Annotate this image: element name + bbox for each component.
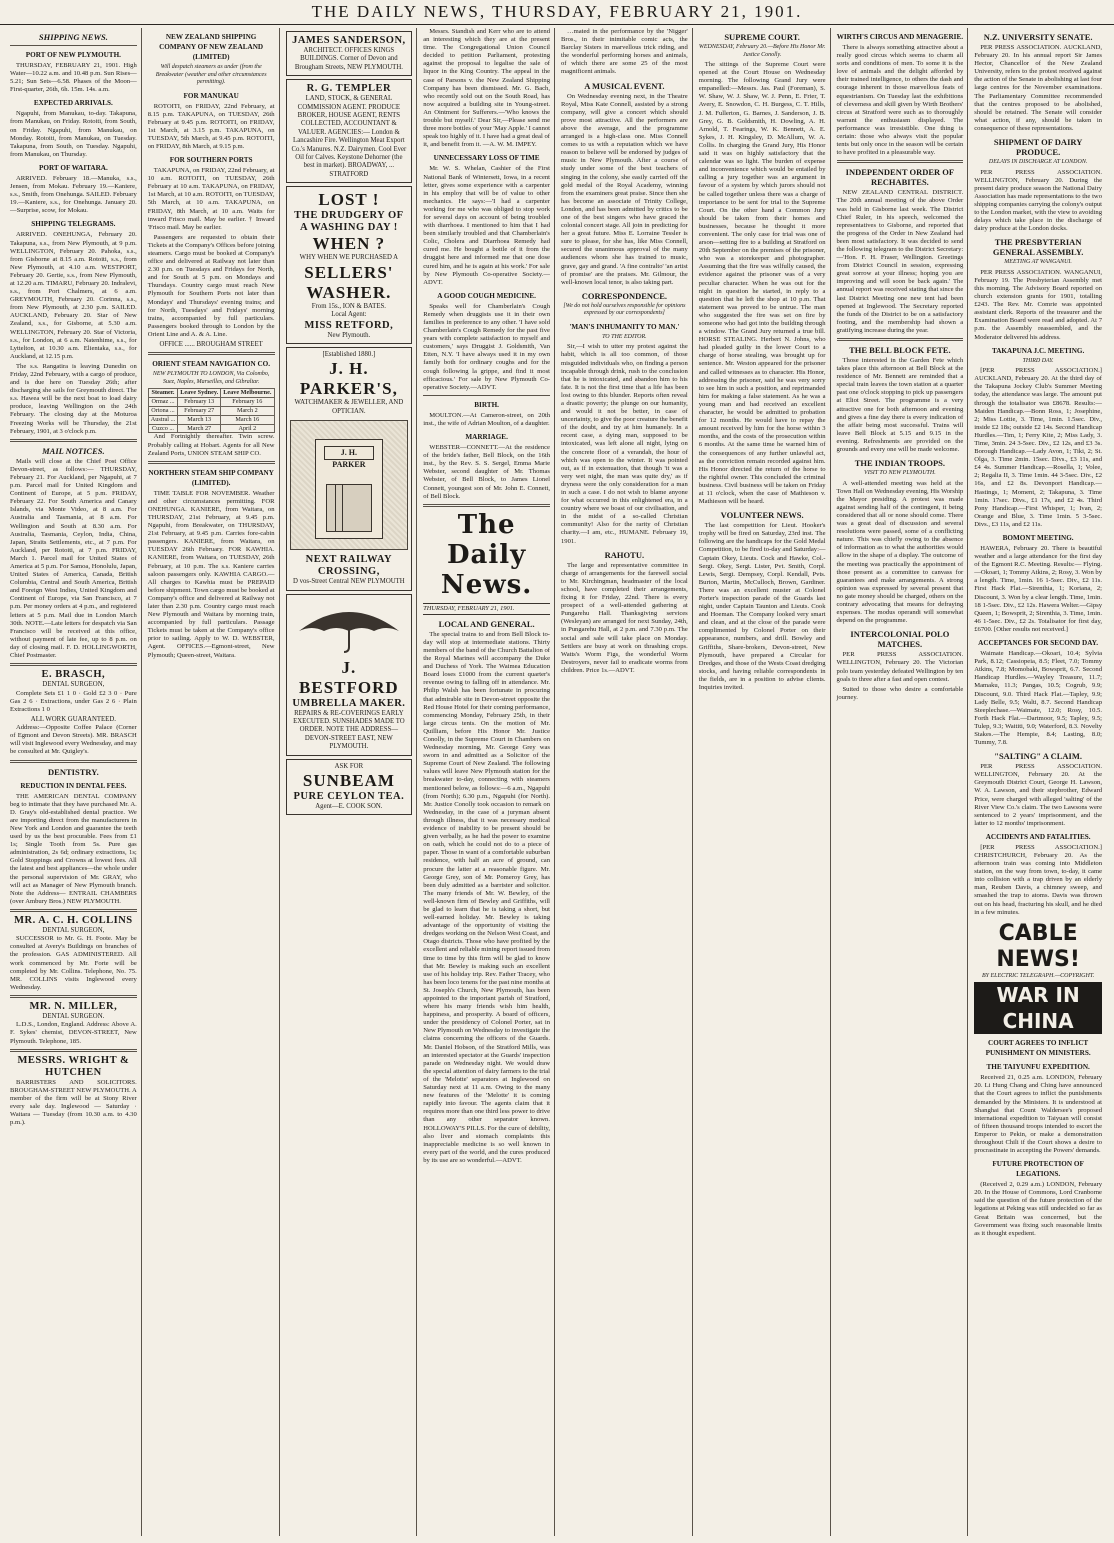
washer-title: WASHER. [306, 282, 392, 302]
table-row: Austral ... March 13 March 16 [148, 415, 274, 424]
ulcers-heading: UNNECESSARY LOSS OF TIME [433, 154, 540, 163]
shop-icon [315, 439, 384, 539]
northern-text: TIME TABLE FOR NOVEMBER. Weather and other circumstances permitting. FOR ONEHUNGA. KANIERE, from Waitara, on THURSDAY, 21st February, at 9.45 p.m. Ngapuhi, from Breakwater, on THURSDAY, 21st February, at 9.45 p.m. Carries fore-cabin passengers. KANIERE, from Waitara, on TUESDAY 26th February. FOR KAWHIA. KANIERE, from Waitara, on TUESDAY, 26th February, at 10 p.m. The s.s. Kaniere carries saloon passengers only. KAWHIA CARGO.—All charges to Kawhia must be PREPAID before shipment. Town cargo must be booked at Company's office and delivered at Railway not later than 2.30 p.m. Country cargo must reach New Plymouth and Waitara by morning train, accompanied by full particulars. Passage Tickets must be taken at the Company's office prior to sailing. Apply to W. D. WEBSTER, Agent. OFFICES.—Egmont-street, New Plymouth; Queen-street, Waitara. [147, 489, 275, 659]
parker-title: WATCHMAKER & JEWELLER, AND OPTICIAN. [294, 399, 404, 415]
miller-name: MR. N. MILLER, [29, 1000, 118, 1012]
waitara-text: ARRIVED. February 18.—Manuka, s.s., Jensen, from Mokau. February 19.—Kaniere, s.s., Smith, from Onehunga. SAILED. February 19.—Kaniere, s.s., for Onehunga. January 20.—Surprise, scow, for Mokau. [10, 174, 137, 215]
takapuna-sub: THIRD DAY. [1022, 357, 1054, 364]
dateline-date: THURSDAY, FEBRUARY 21, 1901. [423, 604, 515, 612]
orient-note: And Fortnightly thereafter. Twin screw. Probably calling at Hobart. Agents for all New Zealand Ports, UNION STEAM SHIP CO. [147, 433, 275, 457]
agent-town: New Plymouth. [327, 331, 371, 339]
sunbeam-tea: PURE CEYLON TEA. [293, 790, 405, 802]
sunbeam-ad [286, 759, 413, 816]
mail-text: Mails will close at the Chief Post Office Devon-street, as follows:— THURSDAY, February 21. For Auckland, per Ngapuhi, at 7 p.m. Parcel mail for United Kingdom and Continent of Europe, at 5 p.m. FRIDAY, February 22. For South America and Canary Islands, via Monte Video, at 8 a.m. For Australia and Tasmania, at 8 a.m. For Wellington and South at 8.30 a.m. For Australia, Tasmania, Ceylon, India, China, Japan, Straits Settlements, etc., at 7 p.m. For Auckland, per Rotoiti, at 7 p.m. FRIDAY, March 1. Parcel mail for United States of America at 5 p.m. For Samoa, Honolulu, Japan, United States of America, Canada, British Columbia, Central and South America, British and Foreign West Indies, United Kingdom and Continent of Europe, via San Francisco, at 7 p.m. Per money orders at 4 p.m., and registered letters at 5 p.m. Mail due in London March 30th. NOTE.—Late letters for despatch via San Francisco will be received at this office, without payment of late fee, up to 8 p.m. on day of closing mail. F. D. HOLLINGWORTH, Chief Postmaster. [10, 457, 137, 659]
collins-title: DENTAL SURGEON, [42, 926, 105, 934]
col5-top-text: …mated in the performance by the 'Nigger' Bros., in their inimitable comic acts, the Barclay Sisters in marvellous trick riding, and the wonderful performing horses and animals, of which there are some 25 of the most magnificent animals. [561, 28, 688, 76]
birth-heading: BIRTH. [474, 400, 499, 409]
accidents-heading: ACCIDENTS AND FATALITIES. [985, 832, 1091, 841]
musical-text: On Wednesday evening next, in the Theatre Royal, Miss Kate Connell, assisted by a strong company, will give a concert which should prove most attractive. All the performers are above the average, and the programme arranged is a high-class one. Miss Connell comes to us with a reputation which we have reason to believe will be endorsed by judges of music in New Plymouth. After a course of study under some of the best teachers of singing in the colony, she easily carried off the gold medal of the Royal Academy, winning from the examiners great praise. Since then she has become an associate of Trinity College, London, and has been admitted by critics to be one of the best singers who have graced the colonial concert stage. All join in predicting for her a great future. Miss E. Lorraine Tessler is sure to please, for she has, like Miss Connell, secured the unanimous approval of the many audiences whom she has trained to music, grave, gay and grand. 'A fine contralto' 'an artist of promise' are the praises. Mr. Gilmour, the well-known local tenor, is also taking part. [561, 92, 688, 286]
washer-ad [286, 186, 413, 344]
column-2 [146, 28, 280, 1536]
correspondence-to: TO THE EDITOR. [602, 333, 647, 340]
col4-top-text: Messrs. Standish and Kerr who are to attend an interesting which they are at the present time. The Congregational Union Council decided to petition Parliament, protesting against the proposal to legalise the sale of liquor in the King Country. The appeal in the case of Parsons v. the New Zealand Shipping Company has been dismissed. Mr. G. Bach, who recently sold out on the South Road, has now acquired a building site in Young-street. An Ointment for Sufferers.—'Who knows the trouble but myself.' Dear Sir,—Please send me three more bottles of your 'May Apple.' I cannot speak too highly of it. I have had a great deal of it, and benefit from it. —A. W. M. IMPEY. [423, 28, 550, 149]
takapuna-text: [PER PRESS ASSOCIATION.] AUCKLAND, February 20. At the third day of the Takapuna Jockey Club's Summer Meeting today, the attendance was large. The amount put through the totalisator was £8678. Results:— Maiden Handicap.—Bonn Ross, 1; Josephine, 2; Miss Lottie, 3. Time, 1min. 1.5sec. Div., inside £2 18s; outside £2 14s. Second Handicap Hurdles.—Tim, 1; Ferry Kite, 2; Miss Lady, 3. Time, 3min. 24 3-5sec. Div., £2 12s, and £3 3s. Borough Handicap.—Lady Avon, 1; Tiki, 2; St. Olga, 3. Time 2min. 15sec. Divs., £3 11s, and £4 4s. Summer Handicap.—Rosella, 1; Volee, 2; Regalia II, 3. Time 1min. 44 3-5sec. Div., £2 16s, and £2 8s. Devonport Handicap.—Hastings, 1; Moment, 2; Takapuna, 3. Time 1min. 17sec. Divs., £1 17s, and £2 4s. Third Pony Handicap.—First Whisper, 1; Ivan, 2; Orange and Blue, 3. Time 1min. 5 3-5sec. Divs., £3 11s, and £2 11s. [974, 367, 1102, 528]
presbyterian-heading: THE PRESBYTERIAN GENERAL ASSEMBLY. [992, 237, 1084, 258]
orient-header: Steamer. [148, 389, 177, 398]
rahotu-text: The large and representative committee in charge of arrangements for the farewell social to Mr. Kirchingman, headmaster of the local school, have completed their arrangements, fixing it for Friday, 22nd. There is every prospect of a well-attended gathering at Pungarehu Hall. Thanksgiving services (Wesleyan) are arranged for next Sunday, 24th, in Pungarehu Hall, at 2 p.m. and 7.30 p.m. The social and sale will take place on Monday. Settlers are busy at work on thrashing crops. Watts's Worm Figs, the wonderful Worm Destroyers, never fail to eradicate worms from children. Price 1s.—ADVT. [561, 561, 688, 674]
agent-label: Local Agent: [331, 311, 367, 319]
birth-text: MOULTON.—At Cameron-street, on 20th inst., the wife of Adrian Moulton, of a daughter. [423, 411, 550, 427]
column-8 [972, 28, 1106, 1536]
why-line: WHY WHEN WE PURCHASED A [299, 254, 399, 262]
newspaper-page [8, 28, 1106, 1536]
volunteer-heading: VOLUNTEER NEWS. [720, 510, 804, 521]
collins-name: MR. A. C. H. COLLINS [14, 914, 133, 926]
musical-heading: A MUSICAL EVENT. [584, 80, 665, 91]
medicine-heading: A GOOD COUGH MEDICINE. [437, 291, 536, 300]
masthead: THE DAILY NEWS, THURSDAY, FEBRUARY 21, 1901. [0, 0, 1114, 25]
templer-text: LAND, STOCK, & GENERAL COMMISSION AGENT. PRODUCE BROKER, HOUSE AGENT, RENTS COLLECTED, ACCOUNTANT & VALUER. AGENCIES:— London & Lancashire Fire. Wellington Meat Export Co.'s Manures. N.Z. Dairymen. Cool Ever Oil for Calves. Keystone Dehorner (the best in market). BROADWAY, ... STRATFORD [291, 95, 407, 178]
wright-name: MESSRS. WRIGHT & HUTCHEN [17, 1054, 130, 1078]
column-6 [697, 28, 831, 1536]
parker-name: J. H. PARKER'S, [299, 359, 398, 399]
telegrams-heading: SHIPPING TELEGRAMS. [31, 220, 116, 229]
war-expedition: THE TAIYUNFU EXPEDITION. [986, 1063, 1090, 1072]
egmont-heading: BOMONT MEETING. [1002, 534, 1074, 542]
medicine-text: Speaks well for Chamberlain's Cough Remedy when druggists use it in their own families in preference to any other. 'I have sold Chamberlain's Cough Remedy for the past five years with complete satisfaction to myself and customers,' says Druggist J. Goldsmith, Van Etten, N.Y. 'I have always used it in my own family both for ordinary coughs and for the cough following la grippe, and find it most efficacious.' For sale by New Plymouth Co-operative Society.—ADVT. [423, 302, 550, 391]
arrivals-heading: EXPECTED ARRIVALS. [33, 99, 113, 108]
sunbeam-title: SUNBEAM [302, 770, 395, 790]
troops-heading: THE INDIAN TROOPS. [854, 458, 946, 469]
sellers-title: SELLERS' [304, 262, 394, 282]
table-row: Cuzco ... March 27 April 2 [148, 424, 274, 433]
washer-from: From 15s., ION & BATES. [311, 302, 386, 310]
telegrams-text: ARRIVED. ONEHUNGA, February 20. Takapuna, s.s., from New Plymouth, at 9 p.m. WELLINGTON, February 20. Pahoka, s.s., from Gisborne at 8.15 a.m. Rotoiti, s.s., from New Plymouth, at 4.10 a.m. WESTPORT, February 20. Gertie, s.s., from New Plymouth, at 12.20 a.m. TIMARU, February 20. Indralevi, s.s., from Port Chalmers, at 6 a.m. GREYMOUTH, February 20. Corinna, s.s., from New Plymouth, at 2.30 p.m. SAILED. AUCKLAND, February 20. Star of New Zealand, s.s., for Gisborne, at 5.30 a.m. WELLINGTON, February 20. Star of Victoria, s.s., for London, at 6 a.m. Natenhime, s.s., for Lyttelton, at 10.30 a.m. Elientaka, s.s., for Auckland, at 12.15 p.m. [10, 231, 137, 360]
south-heading: FOR SOUTHERN PORTS [169, 156, 253, 165]
volunteer-text: The last competition for Lieut. Hooker's trophy will be fired on Saturday, 23rd inst. The following are the handicaps for the Gold Medal Competition, to be fired to-day and Saturday:—Captain Okey, Lieuts. Cock and Hawke, Col.-Sergt. Okey, Sergt. Lister, Pvt. Smith, Corpl. Lewis, Sergt. Dempsey, Corpl. Kendall, Pvts. Burton, Martin, McCulloch, Brown, Gardiner. There was an excellent muster at Colonel Porter's inspection parade of the Guards last night, under Captain Taunton and Lieuts. Cook and Hoeman. The Company looked very smart and clean, and at the close of the parade were complimented by Colonel Porter on their appearance, numbers, and drill. Bowley and Griffiths, Share-brokers, Devon-street, New Plymouth, have prepared a Circular for Dredges, and those of the Wests Coast dredging stocks, and having reliable correspondents in the fields, are in a position to advise clients. Inquiries invited. [698, 522, 826, 692]
local-heading: LOCAL AND GENERAL. [438, 618, 535, 629]
railway-line: NEXT RAILWAY CROSSING, [305, 554, 393, 578]
miller-text: L.D.S., London, England. Address: Above A. F. Sykes' chemist, DEVON-STREET, New Plymouth. Telephone, 185. [10, 1021, 137, 1045]
bestford-name: J. BESTFORD [299, 657, 399, 697]
acceptances-heading: ACCEPTANCES FOR SECOND DAY. [978, 639, 1099, 648]
tide-info: THURSDAY, FEBRUARY 21, 1901. High Water—10.22 a.m. and 10.48 p.m. Sun Rises—5.21; Sun Sets—6.58. Phases of the Moon—First-quarter, 26th, 6h. 15m. 14s. a.m. [10, 62, 137, 94]
sanderson-name: JAMES SANDERSON, [292, 35, 406, 46]
column-5 [559, 28, 693, 1536]
sanderson-text: ARCHITECT. OFFICES KINGS BUILDINGS. Corner of Devon and Brougham Streets, NEW PLYMOUTH. [294, 47, 403, 71]
acceptances-text: Waimate Handicap.—Okoari, 10.4; Sylvia Park, 8.12; Cassiopeia, 8.5; Fleet, 7.0; Tommy Atkins, 7.8; Momobaki, Bowsprit, 6.7. Second Handicap Hurdles.—Wayley Treasure, 11.7; Mamaku, 11.3; Pangas, 10.5; Cogrub, 9.9; Discount, 9.0. Third Hack Flat.—Tapley, 9.9; Lady Belle, 9.5; Walti, 8.7. Second Handicap Steeplechase.—Waimate, 12.0; Rosy, 10.5. Forth Hack Flat.—Dartmoor, 9.5; Tapley, 9.5; Tulep, 9.3; Waititi, 9.0; Waterford, 8.3. Novelty Stakes.—The Hempie, 8.4; Lasting, 8.0; Tummy, 7.8. [974, 650, 1102, 747]
local-text: The special trains to and from Bell Block to-day will stop at intermediate stations. Thirty members of the band of the Church Battalion of the Royal Marines will accompany the Duke and Duchess of York. The Waimea Education Board loses £1000 from the current quarter's revenue owing to falling off in attendance. Mr. Philip Walsh has been fortunate in procuring that admirable site in Devon-street opposite the Red House Hotel for their coming performance, commencing Monday, February 25th, in their large circus tents. On the motion of Mr. Quilliam, before His Honor Mr. Justice Conolly, in the Supreme Court in Chambers on Wednesday morning, Mr. George Grey was sworn in and admitted as a Solicitor of the Supreme Court of New Zealand. The following values will leave New Plymouth station for the breakwater to-day, connecting with steamers mentioned below, as follows:—6 a.m., Ngapuhi (from North); 6.30 p.m., Ngapuhi (for North). Mr. Justice Conolly took occasion to remark on Wednesday, in the case of a juryman absent through illness, that it was necessary medical evidence of inability to be present should be given verbally, as he had the power to examine on oath, which he could not do to a piece of paper. Those in want of a comfortable suburban residence, with half an acre of ground, can procure the latter at a reasonable figure. Mr. George Grey, son of Mr. Pomeroy Grey, has been duly admitted as a barrister and solicitor. The many friends of Mr. W. Bewley, of the well-known firm of Bewley and Griffiths, will be glad to learn that he is taking a short, but well-earned holiday. Mr. Bewley is taking advantage of the opportunity of visiting the dredges working on the Nelson West Coast, and Otago districts. Those who have profited by the excellent and reliable mining report issued from time to time by this firm will be glad to know that Mr. Bewley is making such an excellent use of his holiday trip. Rev. Father Tracey, who has been loco tenens for the past nine months at St. Joseph's Church, New Plymouth, has been appointed to the important parish of Stratford, where his many friends wish him health, happiness, and prosperity. A board of officers, under the presidency of Colonel Porter, sat in New Plymouth on Wednesday to investigate the claims concerning the officers of the Guards. Mr. Daniel Hobson, of the Stratford Mills, was an interested spectator at the Guards' inspection parade on Wednesday night. We would draw the special attention of dairy farmers to the trial of the 'Melotte' separators at Inglewood on Saturday next at 11 a.m. Owing to the many new features of the 'Melotte' it is coming rapidly into favour. The agents claim that it requires more than one third less power to drive than any other separator known. HOLLOWAY'S PILLS. For the cure of debility, also liver and stomach complaints this inappreciable medicine is so well known in every part of the world, and the cures produced by its use are so wonderful.—ADVT. [423, 630, 550, 1164]
col7-note: Suited to those who desire a comfortable journey. [836, 685, 964, 701]
port-heading: PORT OF NEW PLYMOUTH. [25, 51, 121, 59]
correspondence-heading: CORRESPONDENCE. [581, 290, 667, 301]
rechabites-text: NEW ZEALAND CENTRAL DISTRICT. The 20th annual meeting of the above Order was held in Gisborne last week. The District Chief Ruler, in his speech, welcomed the representatives to Gisborne, and reported that the progress of the Order in New Zealand had been most satisfactory. It was decided to send the following telegram to the District Secretary:—'Hon. F. H. Fraser, Wellington. Greetings from District Council in session, expressing great sorrow at your illness; hoping you are improving and will soon be back again.' The annual report was received stating that since the last District Meeting one new tent had been opened at Inglewood. The Secretary reported the funds of the District to be on a satisfactory footing, and the membership had shown a gratifying increase during the year. [836, 189, 964, 334]
nzss-sub: Will despatch steamers as under (from the Breakwater (weather and other circumstances permitting). [155, 64, 267, 85]
court-heading: SUPREME COURT. [724, 32, 800, 42]
war-text: Received 21, 0.25 a.m. LONDON, February 20. Li Hung Chang and Ching have announced that the Court agrees to inflict the punishments demanded by the Ministers. It is understood at Shanghai that Count Waldersee's proposed international expedition to Taiyuan will consist of fifteen thousand troops intended to escort the Emperor to Pekin, or make a demonstration throughout Chili if the Court shows a desire to procrastinate in accepting the Powers' demands. [974, 1074, 1102, 1155]
dairy-heading: SHIPMENT OF DAIRY PRODUCE. [993, 137, 1083, 158]
column-1 [8, 28, 142, 1536]
presbyterian-text: PER PRESS ASSOCIATION. WANGANUI, February 19. The Presbyterian Assembly met this morning. The Advisory Board reported on church extension grants for 1901, totalling £243. The Rev. Mr. Comrie was appointed assistant clerk. Reports of the treasurer and the Examination Board were read and adopted. At 7 p.m. the Assembly reassembled, and the Moderator delivered his address. [974, 268, 1102, 341]
telegrams-text-2: The s.s. Rangatira is leaving Dunedin on Friday, 22nd February, with a cargo of produce, and is due here on Tuesday 26th; after discharging she sails for Greymouth direct. The s.s. Hawea will be the next boat to load dairy produce, leaving Wellington on the 24th February. The closing day at the Moturoa Freezing Works will be Thursday, the 21st February, 1901, at 3 o'clock p.m. [10, 362, 137, 435]
legations-text: (Received 2, 0.29 a.m.) LONDON, February 20. In the House of Commons, Lord Cranborne said the question of the future protection of the legations at Peking was still undecided so far as Great Britain was concerned, but the Government was fixing such reasonable limits as it thought expedient. [974, 1181, 1102, 1237]
rechabites-heading: INDEPENDENT ORDER OF RECHABITES. [845, 167, 955, 188]
templer-name: R. G. TEMPLER [306, 83, 392, 95]
salting-heading: "SALTING" A CLAIM. [994, 751, 1083, 762]
troops-text: A well-attended meeting was held at the Town Hall on Wednesday evening, His Worship the Mayor presiding. A protest was made against sending half of the contingent, it being considered that all or none should come. There was a great deal of discussion and several resolutions were passed, some of a conflicting nature. This was chiefly owing to the absence of information as to what the authorities would allow in the shape of a display. The outcome of the meeting was practically the appointment of those present as a committee to canvass for guarantees and make arrangements. A strong opinion was expressed by several present that no gate money should be charged, others on the contrary advocating that means for defraying expenses. The modus operandi will somewhat depend on the programme. [836, 479, 964, 625]
bestford-title: UMBRELLA MAKER. [292, 697, 406, 709]
brasch-prices: Complete Sets £1 1 0 · Gold £2 3 0 · Pure Gas 2 6 · Extractions, under Gas 2 6 · Plain Extractions 1 0 [10, 689, 137, 713]
bell-heading: THE BELL BLOCK FETE. [849, 345, 951, 355]
takapuna-heading: TAKAPUNA J.C. MEETING. [991, 346, 1085, 355]
shop-sign: J. H. PARKER [324, 446, 375, 460]
passengers-text: Passengers are requested to obtain their Tickets at the Company's Offices before joining steamers. Cargo must be booked at Company's office and delivered at Railway not later than 2.30 p.m. on Tuesdays and Fridays for North, and for South at 5 p.m. on Mondays and Thursdays. Country cargo must reach New Plymouth for Southern Ports not later than Mondays' and Thursdays' evening trains; and for North, Tuesdays' and Fridays' morning trains, accompanied by full particulars. Passengers booked through to London by the Orient Line and A. & A. Line. [147, 233, 275, 338]
polo-text: PER PRESS ASSOCIATION. WELLINGTON, February 20. The Victorian polo team yesterday defeated Wellington by ten goals to three after a fast and open contest. [836, 651, 964, 683]
senate-heading: N.Z. UNIVERSITY SENATE. [983, 32, 1093, 42]
dairy-sub: DELAYS IN DISCHARGE AT LONDON. [988, 159, 1088, 166]
sunbeam-ask: ASK FOR [334, 762, 364, 770]
column-4 [421, 28, 555, 1536]
troops-sub: VISIT TO NEW PLYMOUTH. [864, 470, 936, 477]
table-row: Ortona ... February 27 March 2 [148, 407, 274, 416]
reduction-heading: REDUCTION IN DENTAL FEES. [20, 781, 127, 790]
established-line: [Established 1880.] [322, 350, 376, 358]
column-7 [835, 28, 969, 1536]
ulcers-text: Mr. W. S. Whelan, Cashier of the First National Bank of Wintersett, Iowa, in a recent letter, gives some experience with a carpenter in his employ that will be of value to other mechanics. He says:—'I had a carpenter working for me who was obliged to stop work for several days on account of being troubled with diarrhoea. I mentioned to him that I had been similarly troubled and that Chamberlain's Colic, Cholera and Diarrhoea Remedy had cured me. He bought a bottle of it from the druggist here and informed me that one dose cured him, and he is again at his work.' For sale by New Plymouth Co-operative Society.—ADVT. [423, 165, 550, 286]
when-title: WHEN ? [312, 234, 386, 254]
brasch-title: DENTAL SURGEON, [42, 681, 105, 689]
brasch-address: Address:—Opposite Coffee Palace (Corner of Egmont and Devon Streets). MR. BRASCH will visit Inglewood every Wednesday, and may be consulted at Mr. Quigley's. [10, 724, 137, 756]
window-icon [342, 484, 372, 532]
bestford-ad [286, 594, 413, 756]
waitara-heading: PORT OF WAITARA. [38, 163, 108, 172]
marriage-heading: MARRIAGE. [465, 433, 508, 442]
marriage-text: WEBSTER—CONNETT.—At the residence of the bride's father, Bell Block, on the 16th inst., by the Rev. S. S. Sergel, Emma Marie Webster, second daughter of Mr. Thomas Webster, of Bell Block, to James Lionel Connett, youngest son of Mr. John E. Connett, of Bell Block. [423, 444, 550, 500]
legations-heading: FUTURE PROTECTION OF LEGATIONS. [992, 1160, 1084, 1179]
correspondence-text: Sir,—I wish to utter my protest against the habit, which is all too common, of those misguided individuals who, on finding a person incapable through drink, rush to the conclusion that he is intoxicated, and abandon him to his fate. It is not the first time that a life has been lost owing to this blunder. Reports often reveal a drastic poverty; the plunge on our humanity, and would it not be better, in case of uncertainty, to give the poor creature the benefit of the doubt, and try at him humanely. In a recent case, a dying man, supposed to be intoxicated, was left alone all night, lying on the concrete floor of a verandah, the hour of which was open to the winter. It was pointed out, as if in extenuation, that though 'it was a very wet night, the man was quite dry,' as if dryness were the only consideration for a man in such a case. I do not wish to blame anyone for what occurred in this enlightened era, in a country where we boast of our civilisation, and in the midst of a so-called Christian community! Also for the rarity of Christian charity.—I am, etc., HUMANE. February 19, 1901. [561, 343, 688, 545]
miller-title: DENTAL SURGEON. [42, 1012, 105, 1020]
brasch-name: E. BRASCH, [41, 669, 106, 681]
umbrella-icon [290, 602, 409, 654]
agent-name: MISS RETFORD, [304, 319, 394, 331]
salting-text: PER PRESS ASSOCIATION. WELLINGTON, February 20. At the Greymouth District Court, George H. Lawson, W. A. Lawson, and their stepbrother, Edward Price, were charged with alleged 'salting' of the River View Co.'s claim. The two Lawsons were sentenced to 2 years' imprisonment, and the latter to 12 months' imprisonment. [974, 763, 1102, 827]
orient-header: Leave Sydney. [178, 389, 221, 398]
dairy-text: PER PRESS ASSOCIATION. WELLINGTON, February 20. During the present dairy produce season the National Dairy Association has made representations to the two shipping companies carrying the colony's output to the London market, with the view to avoiding delays which take place in the discharge of dairy produce at the London docks. [974, 168, 1102, 233]
orient-header: Leave Melbourne. [221, 389, 274, 398]
newspaper-title: The Daily News. [440, 509, 533, 600]
war-sub: COURT AGREES TO INFLICT PUNISHMENT ON MINISTERS. [985, 1039, 1091, 1058]
senate-text: PER PRESS ASSOCIATION. AUCKLAND, February 20. In his annual report Sir James Hector, Chancellor of the New Zealand University, refers to the protest received against the action of the Senate in abolishing at last four large centres for the November examinations. The Parliamentary Committee recommended that the centres proposed to be abolished, should be retained. The Senate will consider what action, if any, should be taken in consequence of these representations. [974, 44, 1102, 132]
shopfront-illustration [290, 420, 409, 550]
correspondence-title: 'MAN'S INHUMANITY TO MAN.' [569, 322, 680, 331]
cable-heading: CABLE NEWS! [996, 920, 1080, 972]
wright-text: BARRISTERS AND SOLICITORS. BROUGHAM-STREET NEW PLYMOUTH. A member of the firm will be at Stony River every sale day. Inglewood — Saturday · Waitara — Tuesday (from 10.30 a.m. to 4.30 p.m.). [10, 1078, 137, 1127]
railway-sub: D vos-Street Central NEW PLYMOUTH [293, 578, 405, 586]
egmont-text: HAWERA, February 20. There is beautiful weather and a large attendance for the first day of the Egmont R.C. Meeting. Results:— Flying.—Okoari, 1; Tommy Atkins, 2; Rosy, 3. Won by a length. Time, 1min. 16 1-5sec. Div., £2 11s. First Hack Flat.—Sirenthia, 1; Koriana, 2; Discount, 3. Won by a clear length. Time, 1min. 18 1-5sec. Div., £2 12s. Hawera Welter.—Gipsy Queen, 1; Bowsprit, 2; Sirenthia, 3. Time, 1min. 46 1-5sec. Div., £2 2s. Totalisator for first day, £6700. [Other results not received.] [974, 545, 1102, 633]
templer-ad [286, 79, 413, 183]
northern-heading: NORTHERN STEAM SHIP COMPANY (LIMITED). [148, 468, 274, 487]
arrivals-text: Ngapuhi, from Manukau, to-day. Takapuna, from Manukau, on Friday. Rotoiti, from South, on Friday. Ngapuhi, from Manukau, on Monday. Rotoiti, from Manukau, on Tuesday. Takapuna, from South, on Tuesday. Ngapuhi, from Manukau, on Thursday. [10, 110, 137, 158]
shipping-heading: SHIPPING NEWS. [38, 32, 108, 42]
drudgery-title: THE DRUDGERY OF A WASHING DAY ! [294, 210, 404, 234]
court-text: The sittings of the Supreme Court were opened at the Court House on Wednesday morning. The following Grand Jury were empanelled:—Messrs. Jas. Paul (Foreman), S. W. Shaw, W. J. Shaw, W. J. Penn, E. Frier, T. Avery, E. Snowdon, C. H. Burgess, C. T. Hills, J. M. Fullerton, G. Barnes, J. Sanderson, J. B. Grey, G. B. Goldsmith, H. Dowling, A. H. Arnold, T. Fearings, W. K. Bennett, A. E. Sykes, J. H. Kingsley, D. McAllum, W. A. Collis. In charging the Grand Jury, His Honor said it was on highly satisfactory that the calendar was so light. The burden of expense and inconvenience which would be entailed by calling a jury together was an argument in favour of a system by which jurors should not be called together unless there was a charge of importance to be sent for trial to the Supreme Court. On the other hand a Common Jury should be taken from their homes and businesses, because he thought it more convenient. The only case for trial was one of arson—setting fire to a building at Stratford on 20th September on the premises of the prisoner, who was a storekeeper and photographer. Assuming that the fire was wilfully caused, the evidence against the prisoner was of a very peculiar character. When he was out for the night in question he started, in reply to a question that he left the shop at 10 p.m. That statement was proved to be untrue. The man who suggested the fire was set on fire by someone who had got into the building through a window. The Grand Jury returned a true bill. HORSE STEALING. Herbert N. Johns, who had pleaded guilty in the lower Court to a charge of horse stealing, was brought up for sentence. Mr. Weston appeared for the prisoner and called witnesses as to character. His Honor, addressing the prisoner, said he was very sorry to see him in such a position, and reprimanded him for making a false statement. As he was a young man and had received an excellent character, he would be admitted to probation for 12 months. He would have to repay the amount received by him for the horse within 3 months, and the costs of the prosecution within 6 months. At the same time he warned him of the consequences of any further unlawful act, as the conviction remain recorded against him. His Honor directed the return of the horse to the rightful owner. This concluded the criminal business. Civil business will be taken on Friday at 11 o'clock, when the case of Mathieson v. Mathieson will be heard. [698, 61, 826, 506]
circus-text: There is always something attractive about a really good circus which seems to charm all sorts and conditions of men. To some it is the love of animals and the delight afforded by their trained intelligence, to others the dash and courage inherent in those marvellous feats of equestrianism. On Tuesday last the exhibitions of cleverness and skill given by Wirth Brothers' circus at Stratford were such as to thoroughly warrant the enthusiasm displayed. The performance was irresistible. One thing is certain: those who always visit the popular tents but only once in the season will be certain to have profited in a pleasurable way. [836, 44, 964, 157]
sunbeam-agent: Agent—E. COOK SON. [315, 802, 383, 810]
sanderson-ad [286, 31, 413, 76]
rahotu-heading: RAHOTU. [604, 549, 645, 560]
polo-heading: INTERCOLONIAL POLO MATCHES. [850, 629, 950, 650]
dentistry-text: THE AMERICAN DENTAL COMPANY beg to intimate that they have purchased Mr. A. D. Gray's old-established dental practice. We are importing direct from the manufacturers in New York and London and guarantee the teeth used by us the best procurable. Fees from £1 1s; Single Tooth from 5s. Pure gas administration, 2s 6d; ordinary extractions, 1s; Gold Stoppings and Crowns at lowest fees. All the latest and best appliances—the whole under the personal supervision of Mr. GRAY, who will act as Manager of New Plymouth branch. Note the Address— ENTRAIL CHAMBERS (over Ambury Bros.) NEW PLYMOUTH. [10, 792, 137, 905]
cable-sub: BY ELECTRIC TELEGRAPH.—COPYRIGHT. [982, 972, 1095, 979]
war-heading: WAR IN CHINA [974, 982, 1102, 1034]
parker-ad [286, 347, 413, 591]
orient-sub: NEW PLYMOUTH TO LONDON, Via Colombo, Suez, Naples, Marseilles, and Gibraltar. [152, 371, 270, 385]
mail-heading: MAIL NOTICES. [42, 445, 105, 456]
orient-table [148, 388, 275, 433]
dentistry-heading: DENTISTRY. [48, 766, 99, 777]
office-line: OFFICE ...... BROUGHAM STREET [159, 341, 263, 349]
circus-heading: WIRTH'S CIRCUS AND MENAGERIE. [836, 33, 964, 41]
dateline [423, 603, 550, 615]
lost-title: LOST ! [318, 190, 380, 210]
south-text: TAKAPUNA, on FRIDAY, 22nd February, at 10 a.m. ROTOITI, on TUESDAY, 26th February at 10 a.m. TAKAPUNA, on FRIDAY, 1st March, at 10 a.m. ROTOITI, on TUESDAY, 5th March, at 10 a.m. TAKAPUNA, on FRIDAY, 8th March, at 10 a.m. Waits for inward Frisco mail. May be earlier. † Inward 'Frisco mail. May be earlier. [147, 167, 275, 231]
presbyterian-sub: MEETING AT WANGANUI. [1004, 259, 1072, 266]
bell-text: Those interested in the Garden Fete which takes place this afternoon at Bell Block at the residence of Mr. Bennett are reminded that a special train leaves the town station at a quarter past one o'clock stopping to pick up passengers at Eliot Street. The programme is a very attractive one for both afternoon and evening and gives a fine day there is every indication of the affair being most successful. Trains will leave Bell Block at 5.15 and 9.15 in the evening. Refreshments are provided on the grounds and every one will be made welcome. [836, 357, 964, 454]
court-sub: WEDNESDAY, February 20.—Before His Honor Mr. Justice Conolly. [698, 44, 826, 58]
bestford-text: REPAIRS & RE-COVERINGS EARLY EXECUTED. SUNSHADES MADE TO ORDER. NOTE THE ADDRESS— DEVON-STREET EAST, NEW PLYMOUTH. [293, 709, 405, 751]
collins-text: SUCCESSOR to Mr. G. H. Foote. May be consulted at Avery's Buildings on branches of the profession. GAS ADMINISTERED. All work commenced by Mr. Forte will be completed by Mr. Collins. Telephone, No. 75. MR. COLLINS visits Inglewood every Wednesday. [10, 935, 137, 991]
orient-heading: ORIENT STEAM NAVIGATION CO. [152, 360, 271, 369]
manukau-text: ROTOITI, on FRIDAY, 22nd February, at 8.15 p.m. TAKAPUNA, on TUESDAY, 26th February at 9.45 p.m. ROTOITI, on FRIDAY, 1st March, at 3.15 p.m. TAKAPUNA, on TUESDAY, 5th March, at 9.45 p.m. ROTOITI, on FRIDAY, 8th March, at 9.15 p.m. [147, 102, 275, 150]
column-3 [284, 28, 418, 1536]
table-row: Ormaz ... February 13 February 16 [148, 398, 274, 407]
brasch-guarantee: ALL WORK GUARANTEED. [30, 715, 116, 723]
correspondence-sub: [We do not hold ourselves responsible for opinions expressed by our correspondents] [563, 302, 686, 317]
nzss-heading: NEW ZEALAND SHIPPING COMPANY OF NEW ZEALAND (LIMITED) [159, 33, 264, 61]
accidents-text: [PER PRESS ASSOCIATION.] CHRISTCHURCH, February 20. As the afternoon train was coming into Middleton station, on the way from town, to-day, it came into collision with a trap driven by an elderly man, Reuben Davis, a chimney sweep, and smashed the trap to atoms. Davis was thrown out on his head, fracturing his skull, and he died in a few minutes. [974, 843, 1102, 916]
manukau-heading: FOR MANUKAU [183, 91, 239, 100]
